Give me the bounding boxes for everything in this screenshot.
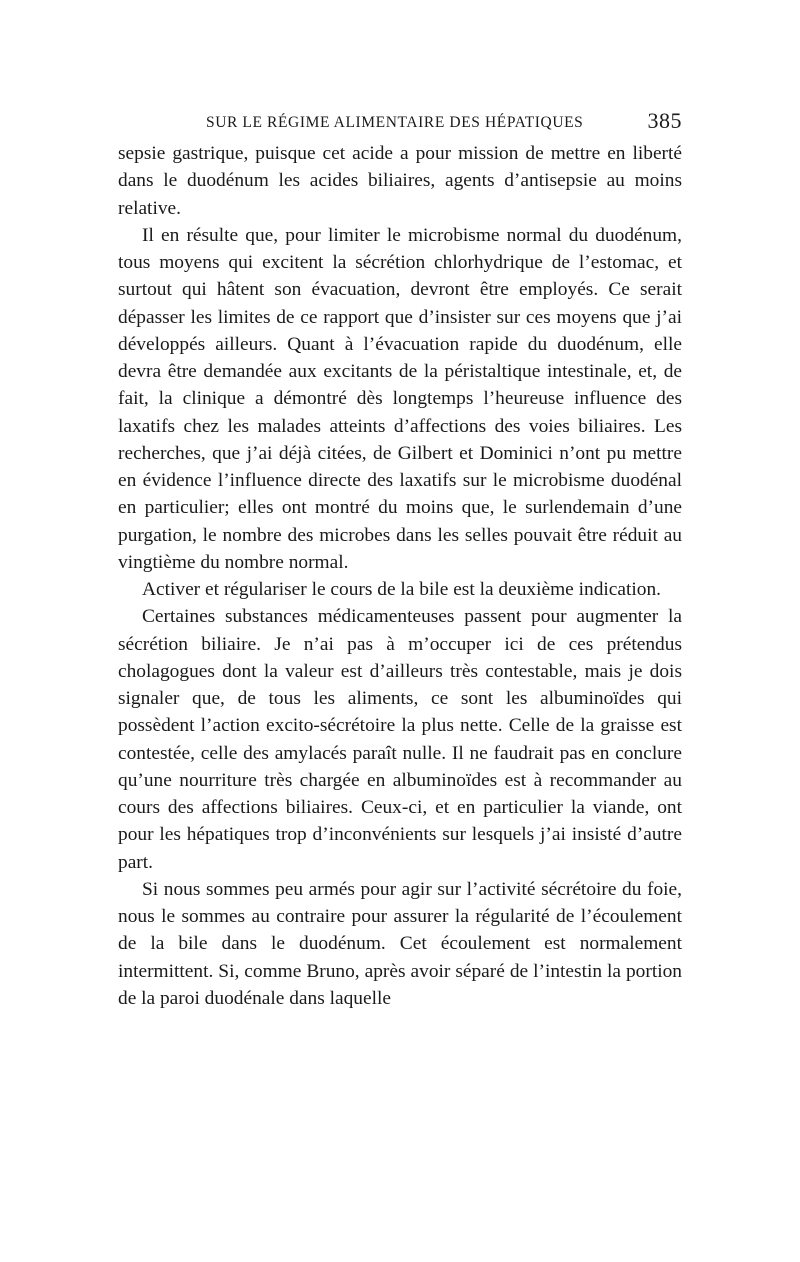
body-text xyxy=(118,140,682,1012)
paragraph-cholagogues: Certaines substances médicamenteuses passent pour augmenter la sécrétion biliaire. Je n’ai pas à m’occuper ici de ces prétendus cholagogues dont la valeur est d’ailleurs très contestable, mais je dois signaler que, de tous les aliments, ce sont les albuminoïdes qui possèdent l’action excito-sécrétoire la plus nette. Celle de la graisse est contestée, celle des amylacés paraît nulle. Il ne faudrait pas en conclure qu’une nourriture très chargée en albuminoïdes est à recommander au cours des affections biliaires. Ceux-ci, et en particulier la viande, ont pour les hépatiques trop d’inconvénients sur lesquels j’ai insisté d’autre part. xyxy=(118,606,682,873)
paragraph-duodenum-microbism: Il en résulte que, pour limiter le microbisme normal du duodénum, tous moyens qui excitent la sécrétion chlorhydrique de l’estomac, et surtout qui hâtent son évacuation, devront être employés. Ce serait dépasser les limites de ce rapport que d’insister sur ces moyens que j’ai développés ailleurs. Quant à l’évacuation rapide du duodénum, elle devra être demandée aux excitants de la péristaltique intestinale, et, de fait, la clinique a démontré dès longtemps l’heureuse influence des laxatifs chez les malades atteints d’affections des voies biliaires. Les recherches, que j’ai déjà citées, de Gilbert et Dominici n’ont pu mettre en évidence l’influence directe des laxatifs sur le microbisme duodénal en particulier; elles ont montré du moins que, le surlendemain d’une purgation, le nombre des microbes dans les selles pouvait être réduit au vingtième du nombre normal. xyxy=(118,224,682,573)
book-page xyxy=(118,108,682,1012)
page-number: 385 xyxy=(647,108,682,133)
paragraph-bile-flow: Si nous sommes peu armés pour agir sur l’activité sécrétoire du foie, nous le sommes au contraire pour assurer la régularité de l’écoulement de la bile dans le duodénum. Cet écoulement est normalement intermittent. Si, comme Bruno, après avoir séparé de l’intestin la portion de la paroi duodénale dans laquelle xyxy=(118,878,682,1009)
paragraph-continuation: sepsie gastrique, puisque cet acide a pour mission de mettre en liberté dans le duodénum les acides biliaires, agents d’antisepsie au moins relative. xyxy=(118,143,682,219)
running-title: SUR LE RÉGIME ALIMENTAIRE DES HÉPATIQUES xyxy=(206,114,584,131)
paragraph-second-indication: Activer et régulariser le cours de la bile est la deuxième indication. xyxy=(142,579,662,600)
running-head xyxy=(118,108,682,138)
